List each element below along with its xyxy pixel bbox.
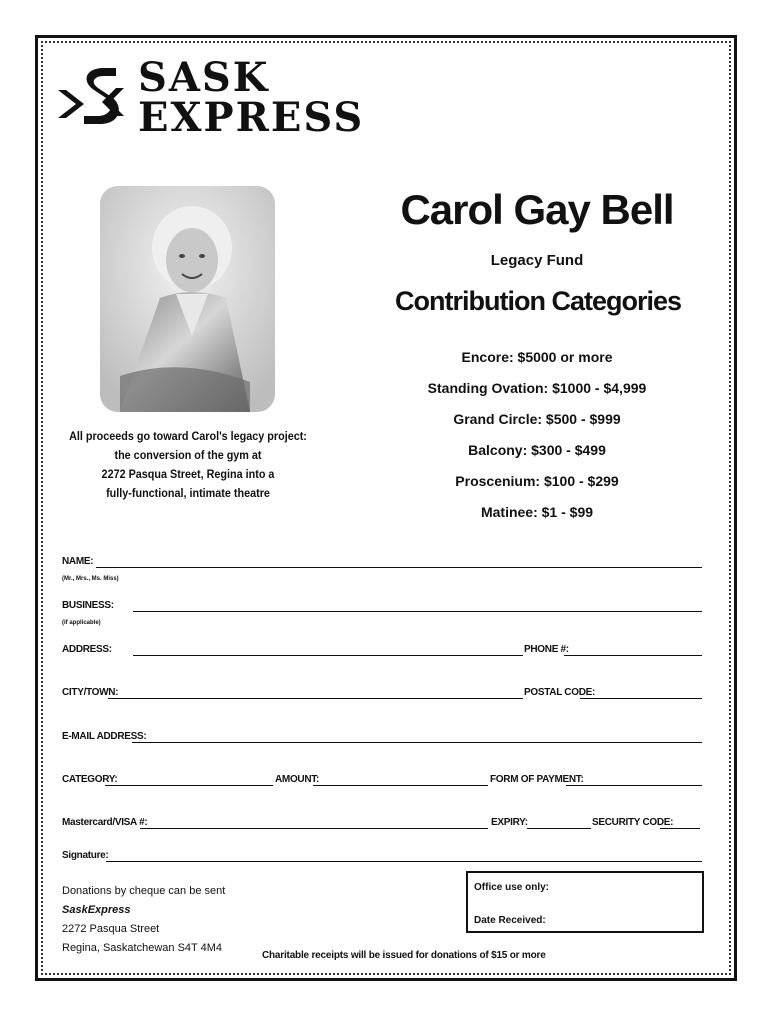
business-field[interactable]	[133, 611, 702, 612]
phone-field[interactable]	[564, 655, 702, 656]
portrait-image	[100, 186, 275, 412]
office-use-label: Office use only:	[474, 882, 550, 893]
project-description	[64, 427, 312, 503]
project-line-2: the conversion of the gym at	[114, 448, 262, 462]
category-item: Encore: $5000 or more	[461, 349, 613, 365]
categories-list	[395, 346, 679, 532]
logo-mark-icon	[54, 60, 128, 146]
categories-heading: Contribution Categories	[395, 286, 681, 316]
business-hint: (if applicable)	[62, 620, 101, 626]
project-line-4: fully-functional, intimate theatre	[106, 486, 270, 500]
receipts-note: Charitable receipts will be issued for donations of $15 or more	[262, 950, 546, 961]
security-field[interactable]	[660, 828, 700, 829]
business-label: BUSINESS:	[62, 600, 114, 611]
city-field[interactable]	[108, 698, 523, 699]
office-use-box	[466, 871, 704, 933]
signature-field[interactable]	[106, 861, 702, 862]
payment-label: FORM OF PAYMENT:	[490, 774, 584, 785]
card-field[interactable]	[140, 828, 488, 829]
postal-label: POSTAL CODE:	[524, 687, 596, 698]
category-item: Proscenium: $100 - $299	[455, 473, 619, 489]
donations-address	[62, 882, 225, 958]
amount-label: AMOUNT:	[275, 774, 320, 785]
logo-wordmark	[138, 54, 365, 141]
card-label: Mastercard/VISA #:	[62, 817, 148, 828]
category-item: Standing Ovation: $1000 - $4,999	[427, 380, 647, 396]
date-received-label: Date Received:	[474, 915, 546, 926]
amount-field[interactable]	[313, 785, 488, 786]
name-label: NAME:	[62, 556, 94, 567]
phone-label: PHONE #:	[524, 644, 569, 655]
subtitle: Legacy Fund	[490, 252, 584, 269]
category-item: Matinee: $1 - $99	[480, 504, 594, 520]
name-field[interactable]	[96, 567, 702, 568]
logo-line-2: EXPRESS	[138, 94, 365, 141]
payment-field[interactable]	[566, 785, 702, 786]
project-line-3: 2272 Pasqua Street, Regina into a	[101, 467, 275, 481]
category-label: CATEGORY:	[62, 774, 118, 785]
email-label: E-MAIL ADDRESS:	[62, 731, 147, 742]
signature-label: Signature:	[62, 850, 109, 861]
name-hint: (Mr., Mrs., Ms. Miss)	[62, 576, 119, 582]
donations-city: Regina, Saskatchewan S4T 4M4	[62, 942, 222, 954]
page-title: Carol Gay Bell	[400, 186, 674, 233]
donations-street: 2272 Pasqua Street	[62, 923, 160, 935]
city-label: CITY/TOWN:	[62, 687, 119, 698]
category-field[interactable]	[105, 785, 273, 786]
address-field[interactable]	[133, 655, 523, 656]
expiry-label: EXPIRY:	[491, 817, 528, 828]
category-item: Balcony: $300 - $499	[468, 442, 606, 458]
security-label: SECURITY CODE:	[592, 817, 674, 828]
address-label: ADDRESS:	[62, 644, 112, 655]
donations-org: SaskExpress	[62, 904, 131, 916]
postal-field[interactable]	[580, 698, 702, 699]
email-field[interactable]	[132, 742, 702, 743]
category-item: Grand Circle: $500 - $999	[453, 411, 621, 427]
expiry-field[interactable]	[527, 828, 591, 829]
portrait-photo	[100, 186, 275, 412]
sask-express-logo	[54, 54, 374, 150]
project-line-1: All proceeds go toward Carol's legacy project:	[69, 429, 307, 443]
logo-line-1: SASK	[138, 54, 270, 101]
donations-line: Donations by cheque can be sent	[62, 885, 226, 897]
